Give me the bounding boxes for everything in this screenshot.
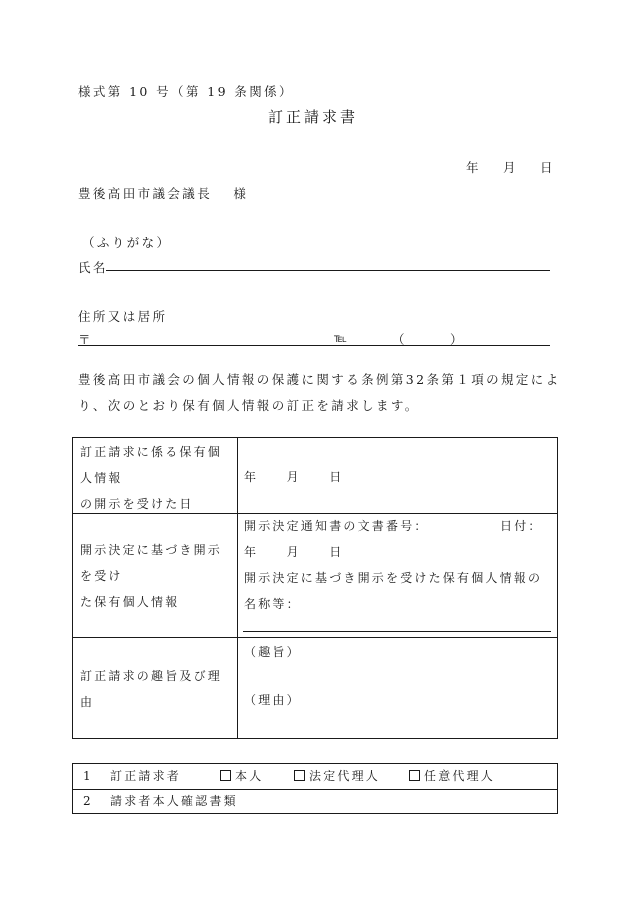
purpose-label: （趣旨） — [244, 645, 301, 659]
option-voluntary-agent[interactable] — [409, 764, 495, 788]
info-name-line-1: 開示決定に基づき開示を受けた保有個人情報の — [244, 571, 543, 585]
postal-mark: 〒 — [78, 332, 93, 347]
phone-icon: ℡ — [334, 331, 350, 345]
row3-label-line: 訂正請求の趣旨及び理 — [80, 669, 223, 683]
row2-date[interactable]: 年 月 日 — [244, 545, 344, 559]
reason-field[interactable] — [244, 687, 301, 713]
requester-number: 1 — [83, 769, 93, 783]
checkbox-voluntary-agent[interactable] — [409, 770, 420, 781]
info-name-field[interactable] — [243, 631, 551, 632]
row2-details — [244, 513, 556, 617]
row2-label-line: を受け — [80, 569, 123, 583]
purpose-field[interactable] — [244, 639, 301, 665]
statement-line-1: 豊後高田市議会の個人情報の保護に関する条例第32条第１項の規定によ — [78, 372, 561, 387]
table-column-divider — [237, 438, 238, 738]
row1-date[interactable] — [244, 464, 343, 490]
row1-date-value: 年 月 日 — [244, 470, 344, 484]
row2-label-line: た保有個人情報 — [80, 595, 180, 609]
address-label: 住所又は居所 — [78, 309, 168, 324]
row3-label-line: 由 — [80, 695, 95, 709]
name-label: 氏名 — [78, 260, 108, 275]
row2-label-line: 開示決定に基づき開示 — [80, 543, 223, 557]
option-voluntary-agent-label: 任意代理人 — [424, 769, 496, 783]
date-day-label: 日 — [540, 160, 555, 175]
table-row — [80, 663, 235, 715]
addressee: 豊後高田市議会議長 様 — [78, 186, 249, 201]
checkbox-legal-agent[interactable] — [294, 770, 305, 781]
option-self-label: 本人 — [235, 769, 264, 783]
row1-label-line: 人情報 — [80, 471, 123, 485]
table-row — [83, 789, 553, 813]
tel-paren-open: （ — [392, 332, 407, 347]
date-year-label: 年 — [466, 160, 481, 175]
info-name-line-2: 名称等： — [244, 597, 301, 611]
request-table — [72, 437, 558, 739]
doc-number-label: 開示決定通知書の文書番号： — [244, 519, 429, 533]
tel-paren-close: ） — [450, 332, 465, 347]
requester-label: 訂正請求者 — [110, 769, 182, 783]
requester-table — [72, 763, 558, 814]
page-title: 訂正請求書 — [268, 108, 359, 126]
furigana-label: （ふりがな） — [82, 235, 172, 250]
checkbox-self[interactable] — [220, 770, 231, 781]
table-row — [80, 537, 235, 615]
form-number: 様式第 10 号（第 19 条関係） — [78, 84, 294, 99]
table-row-divider — [73, 637, 557, 638]
date-month-label: 月 — [503, 160, 518, 175]
row1-label-line: の開示を受けた日 — [80, 497, 194, 511]
option-legal-agent[interactable] — [294, 764, 380, 788]
name-field[interactable] — [106, 270, 550, 271]
row1-label-line: 訂正請求に係る保有個 — [80, 445, 223, 459]
address-field[interactable] — [78, 345, 550, 346]
id-docs-number: 2 — [83, 794, 93, 808]
option-legal-agent-label: 法定代理人 — [309, 769, 381, 783]
table-row — [80, 439, 235, 517]
date-label: 日付： — [500, 519, 543, 533]
reason-label: （理由） — [244, 693, 301, 707]
option-self[interactable] — [220, 764, 263, 788]
statement-line-2: り、次のとおり保有個人情報の訂正を請求します。 — [78, 398, 420, 413]
table-row — [83, 764, 553, 788]
id-docs-label: 請求者本人確認書類 — [110, 794, 238, 808]
